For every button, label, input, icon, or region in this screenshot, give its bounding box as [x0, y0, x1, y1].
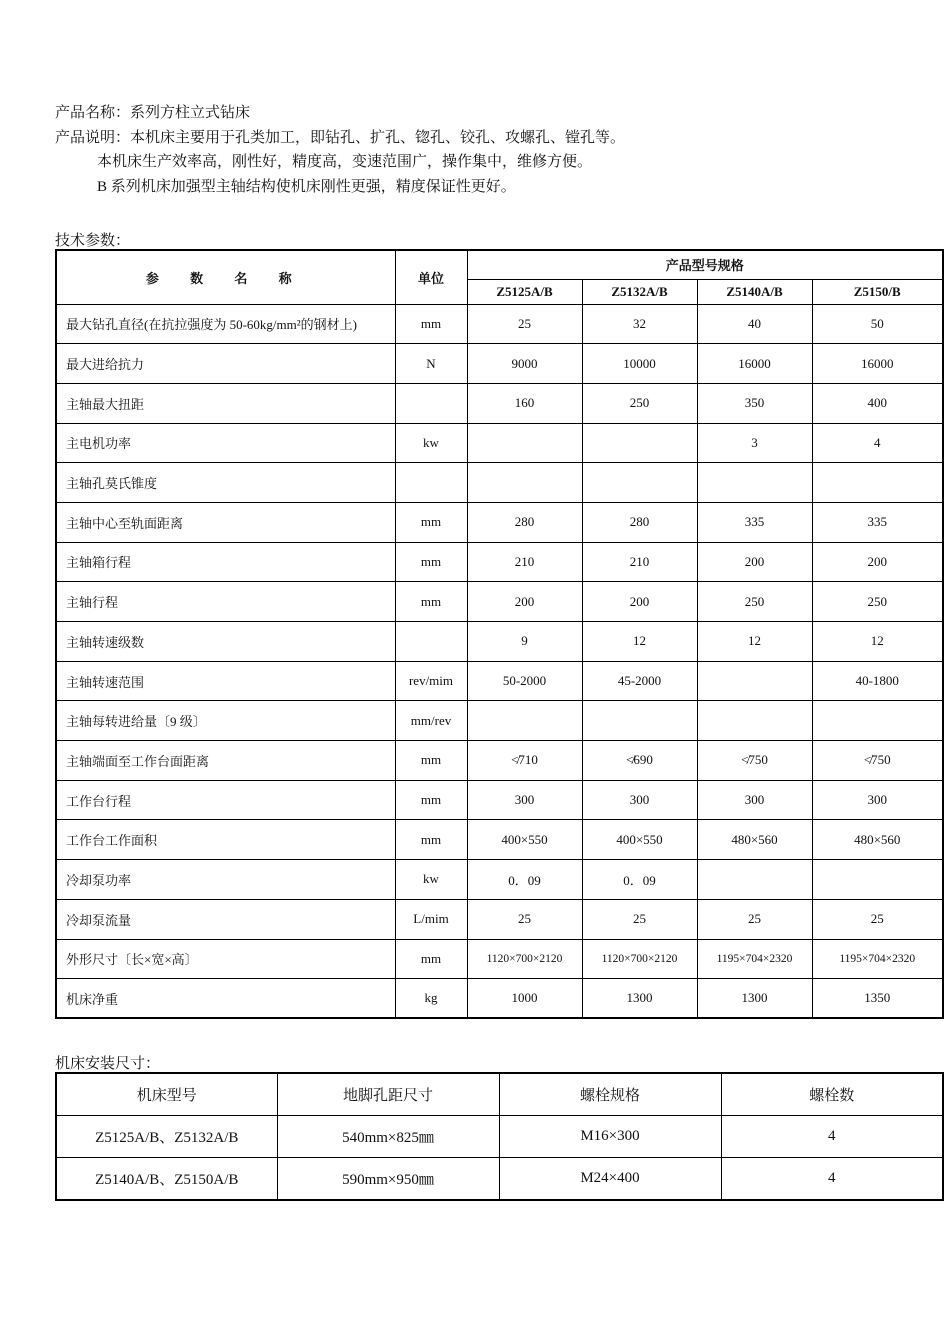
spec-table: [55, 249, 944, 1019]
spec-row: [56, 622, 943, 662]
spec-value: 300: [697, 780, 812, 820]
spec-value: 1195×704×2320: [812, 939, 943, 979]
spec-unit: [395, 383, 467, 423]
spec-value: 25: [582, 899, 697, 939]
spec-value: 210: [582, 542, 697, 582]
spec-value: 250: [812, 582, 943, 622]
spec-unit: L/mim: [395, 899, 467, 939]
spec-param-name: 机床净重: [56, 979, 395, 1019]
install-dims-title: 机床安装尺寸：: [55, 1056, 161, 1072]
install-header: 地脚孔距尺寸: [277, 1073, 499, 1116]
spec-unit: mm: [395, 780, 467, 820]
install-header: 螺栓数: [721, 1073, 943, 1116]
spec-value: 10000: [582, 344, 697, 384]
spec-unit: kg: [395, 979, 467, 1019]
spec-value: 1195×704×2320: [697, 939, 812, 979]
install-table: [55, 1072, 944, 1201]
install-cell: Z5140A/B、Z5150A/B: [56, 1158, 277, 1201]
spec-unit: kw: [395, 860, 467, 900]
spec-value: ≮690: [582, 741, 697, 781]
spec-row: [56, 860, 943, 900]
spec-param-name: 主轴每转进给量〔9 级〕: [56, 701, 395, 741]
spec-param-name: 主轴转速级数: [56, 622, 395, 662]
spec-value: ≮750: [697, 741, 812, 781]
spec-value: 25: [697, 899, 812, 939]
spec-value: 0．09: [582, 860, 697, 900]
spec-value: 250: [697, 582, 812, 622]
header-model: Z5125A/B: [467, 279, 582, 304]
header-model: Z5140A/B: [697, 279, 812, 304]
spec-value: 200: [812, 542, 943, 582]
install-cell: 590mm×950㎜: [277, 1158, 499, 1201]
spec-value: 300: [467, 780, 582, 820]
install-cell: 4: [721, 1158, 943, 1201]
spec-unit: mm: [395, 502, 467, 542]
spec-row: [56, 701, 943, 741]
spec-value: [697, 701, 812, 741]
header-model-group: 产品型号规格: [467, 250, 943, 279]
spec-value: 16000: [697, 344, 812, 384]
spec-value: [812, 701, 943, 741]
spec-value: 3: [697, 423, 812, 463]
spec-value: 350: [697, 383, 812, 423]
product-desc-line-3: B 系列机床加强型主轴结构使机床刚性更强，精度保证性更好。: [97, 179, 516, 195]
spec-unit: mm/rev: [395, 701, 467, 741]
spec-param-name: 最大钻孔直径(在抗拉强度为 50-60kg/mm²的钢材上): [56, 304, 395, 344]
spec-value: 1300: [582, 979, 697, 1019]
spec-value: 9000: [467, 344, 582, 384]
spec-unit: mm: [395, 542, 467, 582]
spec-row: [56, 661, 943, 701]
spec-value: [582, 423, 697, 463]
spec-unit: mm: [395, 304, 467, 344]
product-name-line: 产品名称：系列方柱立式钻床: [55, 105, 251, 121]
spec-value: 4: [812, 423, 943, 463]
spec-value: 16000: [812, 344, 943, 384]
install-header: 螺栓规格: [499, 1073, 721, 1116]
spec-param-name: 外形尺寸〔长×宽×高〕: [56, 939, 395, 979]
spec-row: [56, 741, 943, 781]
spec-value: 300: [582, 780, 697, 820]
spec-value: ≮710: [467, 741, 582, 781]
header-model: Z5132A/B: [582, 279, 697, 304]
spec-value: [697, 661, 812, 701]
spec-value: 50: [812, 304, 943, 344]
spec-unit: mm: [395, 582, 467, 622]
spec-value: 335: [697, 502, 812, 542]
spec-value: 400×550: [467, 820, 582, 860]
spec-value: 1300: [697, 979, 812, 1019]
spec-value: [812, 860, 943, 900]
spec-row: [56, 383, 943, 423]
spec-param-name: 主轴中心至轨面距离: [56, 502, 395, 542]
spec-value: 200: [697, 542, 812, 582]
spec-row: [56, 979, 943, 1019]
spec-value: 1000: [467, 979, 582, 1019]
spec-value: [467, 463, 582, 503]
spec-value: 50-2000: [467, 661, 582, 701]
spec-value: 210: [467, 542, 582, 582]
install-header: 机床型号: [56, 1073, 277, 1116]
spec-value: 1120×700×2120: [467, 939, 582, 979]
spec-row: [56, 820, 943, 860]
header-unit: 单位: [395, 250, 467, 304]
spec-value: 160: [467, 383, 582, 423]
spec-value: 280: [582, 502, 697, 542]
spec-value: 300: [812, 780, 943, 820]
install-cell: 4: [721, 1116, 943, 1158]
spec-row: [56, 423, 943, 463]
spec-param-name: 主轴最大扭距: [56, 383, 395, 423]
spec-value: [582, 463, 697, 503]
spec-value: 280: [467, 502, 582, 542]
spec-value: 480×560: [812, 820, 943, 860]
spec-value: 12: [582, 622, 697, 662]
spec-unit: N: [395, 344, 467, 384]
spec-value: 40: [697, 304, 812, 344]
spec-row: [56, 463, 943, 503]
spec-value: [812, 463, 943, 503]
spec-param-name: 冷却泵流量: [56, 899, 395, 939]
spec-param-name: 主轴转速范围: [56, 661, 395, 701]
spec-value: [467, 423, 582, 463]
spec-value: 480×560: [697, 820, 812, 860]
spec-param-name: 工作台行程: [56, 780, 395, 820]
spec-value: ≮750: [812, 741, 943, 781]
spec-value: 1350: [812, 979, 943, 1019]
spec-value: 32: [582, 304, 697, 344]
spec-param-name: 最大进给抗力: [56, 344, 395, 384]
header-model: Z5150/B: [812, 279, 943, 304]
spec-unit: mm: [395, 820, 467, 860]
spec-param-name: 主轴箱行程: [56, 542, 395, 582]
spec-param-name: 主轴端面至工作台面距离: [56, 741, 395, 781]
spec-value: 200: [582, 582, 697, 622]
spec-row: [56, 939, 943, 979]
spec-value: 400×550: [582, 820, 697, 860]
spec-value: [467, 701, 582, 741]
product-desc-line: 产品说明：本机床主要用于孔类加工，即钻孔、扩孔、锪孔、铰孔、攻螺孔、镗孔等。: [55, 130, 626, 146]
product-desc-line-2: 本机床生产效率高，刚性好，精度高，变速范围广，操作集中，维修方便。: [97, 154, 593, 170]
install-cell: M16×300: [499, 1116, 721, 1158]
spec-value: 25: [812, 899, 943, 939]
spec-unit: [395, 622, 467, 662]
spec-value: 25: [467, 304, 582, 344]
header-param-name: 参 数 名 称: [56, 250, 395, 304]
spec-value: [582, 701, 697, 741]
spec-value: 12: [697, 622, 812, 662]
spec-unit: rev/mim: [395, 661, 467, 701]
spec-unit: [395, 463, 467, 503]
spec-param-name: 工作台工作面积: [56, 820, 395, 860]
spec-row: [56, 502, 943, 542]
tech-params-title: 技术参数：: [55, 233, 131, 249]
spec-value: 12: [812, 622, 943, 662]
spec-param-name: 冷却泵功率: [56, 860, 395, 900]
install-cell: M24×400: [499, 1158, 721, 1201]
spec-unit: mm: [395, 939, 467, 979]
spec-row: [56, 899, 943, 939]
spec-row: [56, 582, 943, 622]
spec-row: [56, 780, 943, 820]
spec-unit: mm: [395, 741, 467, 781]
spec-value: 45-2000: [582, 661, 697, 701]
spec-param-name: 主轴孔莫氏锥度: [56, 463, 395, 503]
spec-value: 9: [467, 622, 582, 662]
spec-value: 0．09: [467, 860, 582, 900]
spec-value: 335: [812, 502, 943, 542]
spec-value: [697, 860, 812, 900]
spec-value: 1120×700×2120: [582, 939, 697, 979]
spec-value: 250: [582, 383, 697, 423]
spec-value: 25: [467, 899, 582, 939]
install-cell: Z5125A/B、Z5132A/B: [56, 1116, 277, 1158]
spec-value: 200: [467, 582, 582, 622]
spec-param-name: 主轴行程: [56, 582, 395, 622]
spec-value: 400: [812, 383, 943, 423]
spec-row: [56, 542, 943, 582]
spec-value: 40-1800: [812, 661, 943, 701]
install-cell: 540mm×825㎜: [277, 1116, 499, 1158]
spec-row: [56, 304, 943, 344]
spec-param-name: 主电机功率: [56, 423, 395, 463]
spec-value: [697, 463, 812, 503]
spec-unit: kw: [395, 423, 467, 463]
spec-row: [56, 344, 943, 384]
